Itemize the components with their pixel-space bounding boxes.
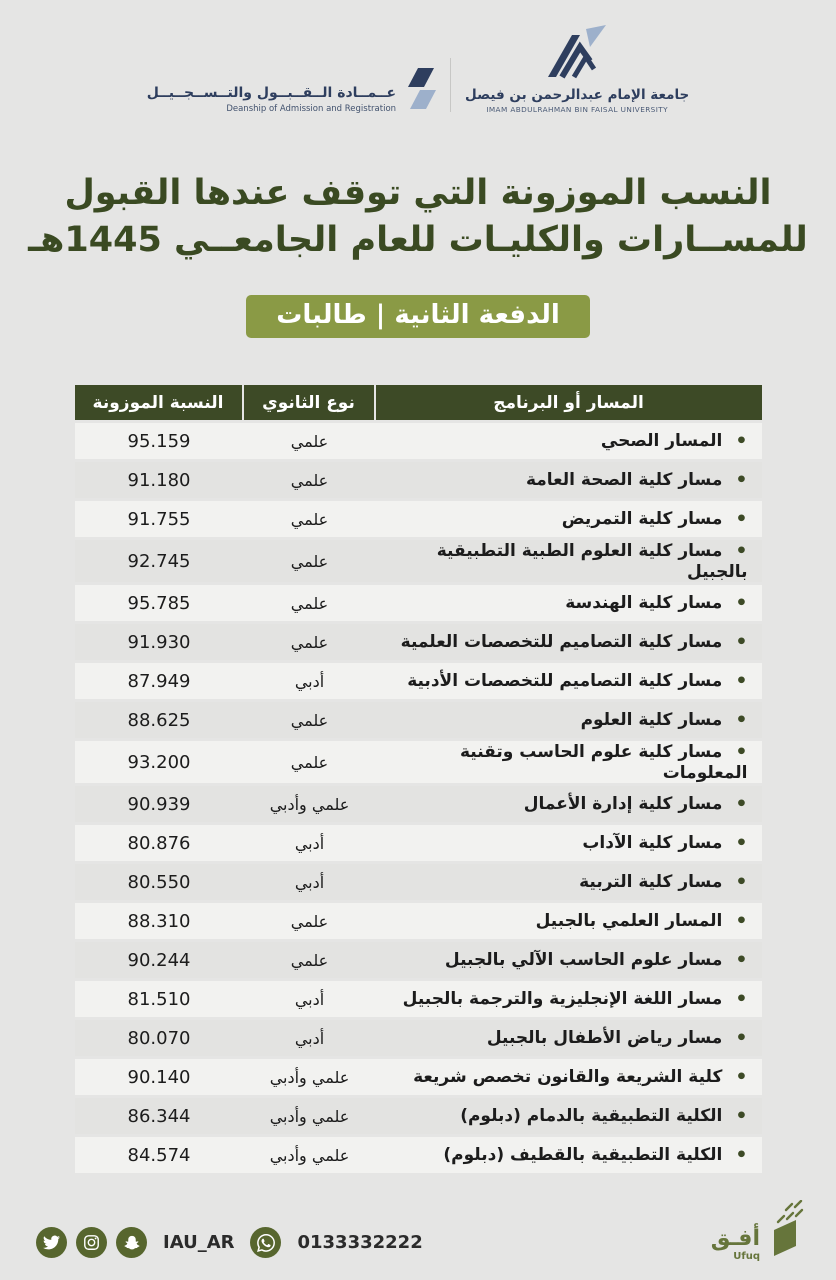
table-row bbox=[75, 942, 762, 978]
table-row bbox=[75, 1059, 762, 1095]
program-name: مسار كلية العلوم الطبية التطبيقية بالجبيل bbox=[436, 541, 748, 583]
program-cell bbox=[376, 585, 762, 621]
bullet-icon: • bbox=[735, 508, 748, 531]
bullet-icon: • bbox=[735, 910, 748, 933]
table-row bbox=[75, 462, 762, 498]
bullet-icon: • bbox=[735, 1144, 748, 1167]
weighted-percent-cell: 86.344 bbox=[75, 1098, 244, 1134]
program-name: مسار كلية التصاميم للتخصصات الأدبية bbox=[407, 671, 723, 692]
deanship-name-ar: عــمــادة الــقــبــول والتــســجــيــل bbox=[146, 84, 397, 101]
bullet-icon: • bbox=[735, 540, 748, 563]
program-name: الكلية التطبيقية بالدمام (دبلوم) bbox=[460, 1106, 723, 1127]
bullet-icon: • bbox=[735, 1027, 748, 1050]
program-cell bbox=[376, 903, 762, 939]
secondary-type-cell: علمي وأدبي bbox=[244, 786, 376, 822]
bullet-icon: • bbox=[735, 631, 748, 654]
program-cell bbox=[376, 1020, 762, 1056]
program-name: مسار كلية إدارة الأعمال bbox=[523, 794, 723, 815]
header-secondary-type: نوع الثانوي bbox=[244, 385, 376, 420]
page-title bbox=[0, 170, 836, 263]
secondary-type-cell: أدبي bbox=[244, 825, 376, 861]
whatsapp-icon[interactable] bbox=[250, 1227, 281, 1258]
program-cell bbox=[376, 702, 762, 738]
program-cell bbox=[376, 741, 762, 783]
program-name: مسار كلية التربية bbox=[579, 872, 723, 893]
weighted-percent-cell: 87.949 bbox=[75, 663, 244, 699]
weighted-percent-cell: 95.785 bbox=[75, 585, 244, 621]
secondary-type-cell: علمي وأدبي bbox=[244, 1098, 376, 1134]
weighted-percent-cell: 88.310 bbox=[75, 903, 244, 939]
program-cell bbox=[376, 825, 762, 861]
deanship-name-en: Deanship of Admission and Registration bbox=[226, 104, 397, 114]
secondary-type-cell: علمي bbox=[244, 501, 376, 537]
weighted-percent-cell: 93.200 bbox=[75, 741, 244, 783]
weighted-percent-cell: 91.755 bbox=[75, 501, 244, 537]
secondary-type-cell: علمي bbox=[244, 540, 376, 582]
table-row bbox=[75, 501, 762, 537]
ufuq-name-ar: أفـق bbox=[710, 1226, 760, 1251]
secondary-type-cell: أدبي bbox=[244, 981, 376, 1017]
table-row bbox=[75, 825, 762, 861]
program-name: مسار كلية الآداب bbox=[582, 833, 723, 854]
weighted-percent-cell: 84.574 bbox=[75, 1137, 244, 1173]
admission-table bbox=[75, 382, 762, 1176]
table-row bbox=[75, 1020, 762, 1056]
weighted-percent-cell: 81.510 bbox=[75, 981, 244, 1017]
table-row bbox=[75, 702, 762, 738]
bullet-icon: • bbox=[735, 1066, 748, 1089]
table-row bbox=[75, 423, 762, 459]
university-name-en: IMAM ABDULRAHMAN BIN FAISAL UNIVERSITY bbox=[486, 105, 668, 114]
program-name: مسار كلية الصحة العامة bbox=[525, 470, 723, 491]
program-name: مسار كلية التمريض bbox=[561, 509, 723, 530]
secondary-type-cell: علمي وأدبي bbox=[244, 1137, 376, 1173]
table-row bbox=[75, 540, 762, 582]
program-cell bbox=[376, 663, 762, 699]
program-name: كلية الشريعة والقانون تخصص شريعة bbox=[413, 1067, 723, 1088]
bullet-icon: • bbox=[735, 1105, 748, 1128]
program-cell bbox=[376, 942, 762, 978]
table-header-row bbox=[75, 385, 762, 420]
header-program: المسار أو البرنامج bbox=[376, 385, 762, 420]
program-name: المسار الصحي bbox=[600, 431, 723, 452]
program-cell bbox=[376, 864, 762, 900]
table-row bbox=[75, 741, 762, 783]
program-cell bbox=[376, 462, 762, 498]
secondary-type-cell: أدبي bbox=[244, 864, 376, 900]
weighted-percent-cell: 90.939 bbox=[75, 786, 244, 822]
bullet-icon: • bbox=[735, 670, 748, 693]
bullet-icon: • bbox=[735, 832, 748, 855]
twitter-icon[interactable] bbox=[36, 1227, 67, 1258]
phone-number[interactable]: 0133332222 bbox=[297, 1232, 423, 1253]
secondary-type-cell: أدبي bbox=[244, 1020, 376, 1056]
program-cell bbox=[376, 624, 762, 660]
secondary-type-cell: علمي bbox=[244, 903, 376, 939]
weighted-percent-cell: 91.930 bbox=[75, 624, 244, 660]
bullet-icon: • bbox=[735, 469, 748, 492]
program-cell bbox=[376, 501, 762, 537]
program-cell bbox=[376, 423, 762, 459]
batch-badge: الدفعة الثانية | طالبات bbox=[246, 295, 590, 338]
secondary-type-cell: علمي وأدبي bbox=[244, 1059, 376, 1095]
table-row bbox=[75, 786, 762, 822]
secondary-type-cell: علمي bbox=[244, 462, 376, 498]
table-body bbox=[75, 423, 762, 1173]
table-row bbox=[75, 864, 762, 900]
program-cell bbox=[376, 786, 762, 822]
ufuq-mark-icon bbox=[764, 1200, 806, 1262]
title-line-2: للمســارات والكليـات للعام الجامعــي 1445هـ bbox=[28, 219, 808, 260]
snapchat-icon[interactable] bbox=[116, 1227, 147, 1258]
program-name: مسار كلية الهندسة bbox=[565, 593, 723, 614]
logo-divider bbox=[450, 58, 451, 112]
secondary-type-cell: علمي bbox=[244, 741, 376, 783]
header-logos bbox=[0, 0, 836, 114]
program-name: مسار رياض الأطفال بالجبيل bbox=[486, 1028, 723, 1049]
program-name: الكلية التطبيقية بالقطيف (دبلوم) bbox=[443, 1145, 723, 1166]
program-name: مسار كلية التصاميم للتخصصات العلمية bbox=[400, 632, 723, 653]
secondary-type-cell: علمي bbox=[244, 942, 376, 978]
table-row bbox=[75, 903, 762, 939]
bullet-icon: • bbox=[735, 430, 748, 453]
table-row bbox=[75, 585, 762, 621]
secondary-type-cell: علمي bbox=[244, 585, 376, 621]
weighted-percent-cell: 95.159 bbox=[75, 423, 244, 459]
deanship-stripes-icon bbox=[406, 68, 436, 114]
program-name: مسار كلية علوم الحاسب وتقنية المعلومات bbox=[459, 742, 748, 784]
weighted-percent-cell: 90.244 bbox=[75, 942, 244, 978]
program-cell bbox=[376, 981, 762, 1017]
table-row bbox=[75, 981, 762, 1017]
weighted-percent-cell: 80.070 bbox=[75, 1020, 244, 1056]
secondary-type-cell: علمي bbox=[244, 624, 376, 660]
weighted-percent-cell: 91.180 bbox=[75, 462, 244, 498]
instagram-icon[interactable] bbox=[76, 1227, 107, 1258]
program-cell bbox=[376, 1098, 762, 1134]
university-emblem-icon bbox=[540, 25, 614, 83]
social-handle[interactable]: IAU_AR bbox=[163, 1232, 235, 1253]
university-logo bbox=[465, 25, 689, 114]
bullet-icon: • bbox=[735, 949, 748, 972]
ufuq-name-en: Ufuq bbox=[733, 1251, 760, 1262]
table-row bbox=[75, 624, 762, 660]
secondary-type-cell: أدبي bbox=[244, 663, 376, 699]
program-cell bbox=[376, 1137, 762, 1173]
bullet-icon: • bbox=[735, 871, 748, 894]
bullet-icon: • bbox=[735, 793, 748, 816]
table-row bbox=[75, 1137, 762, 1173]
bullet-icon: • bbox=[735, 988, 748, 1011]
footer-contacts bbox=[36, 1227, 423, 1258]
weighted-percent-cell: 88.625 bbox=[75, 702, 244, 738]
program-cell bbox=[376, 540, 762, 582]
secondary-type-cell: علمي bbox=[244, 423, 376, 459]
weighted-percent-cell: 80.550 bbox=[75, 864, 244, 900]
weighted-percent-cell: 92.745 bbox=[75, 540, 244, 582]
secondary-type-cell: علمي bbox=[244, 702, 376, 738]
university-name-ar: جامعة الإمام عبدالرحمن بن فيصل bbox=[465, 86, 690, 103]
weighted-percent-cell: 80.876 bbox=[75, 825, 244, 861]
program-name: مسار علوم الحاسب الآلي بالجبيل bbox=[444, 950, 723, 971]
deanship-logo bbox=[147, 68, 436, 114]
ufuq-logo bbox=[711, 1200, 806, 1262]
program-cell bbox=[376, 1059, 762, 1095]
program-name: مسار كلية العلوم bbox=[580, 710, 723, 731]
program-name: المسار العلمي بالجبيل bbox=[535, 911, 723, 932]
header-weighted-percent: النسبة الموزونة bbox=[75, 385, 244, 420]
bullet-icon: • bbox=[735, 709, 748, 732]
table-row bbox=[75, 663, 762, 699]
table-row bbox=[75, 1098, 762, 1134]
bullet-icon: • bbox=[735, 592, 748, 615]
bullet-icon: • bbox=[735, 741, 748, 764]
program-name: مسار اللغة الإنجليزية والترجمة بالجبيل bbox=[402, 989, 723, 1010]
weighted-percent-cell: 90.140 bbox=[75, 1059, 244, 1095]
title-line-1: النسب الموزونة التي توقف عندها القبول bbox=[64, 173, 772, 213]
